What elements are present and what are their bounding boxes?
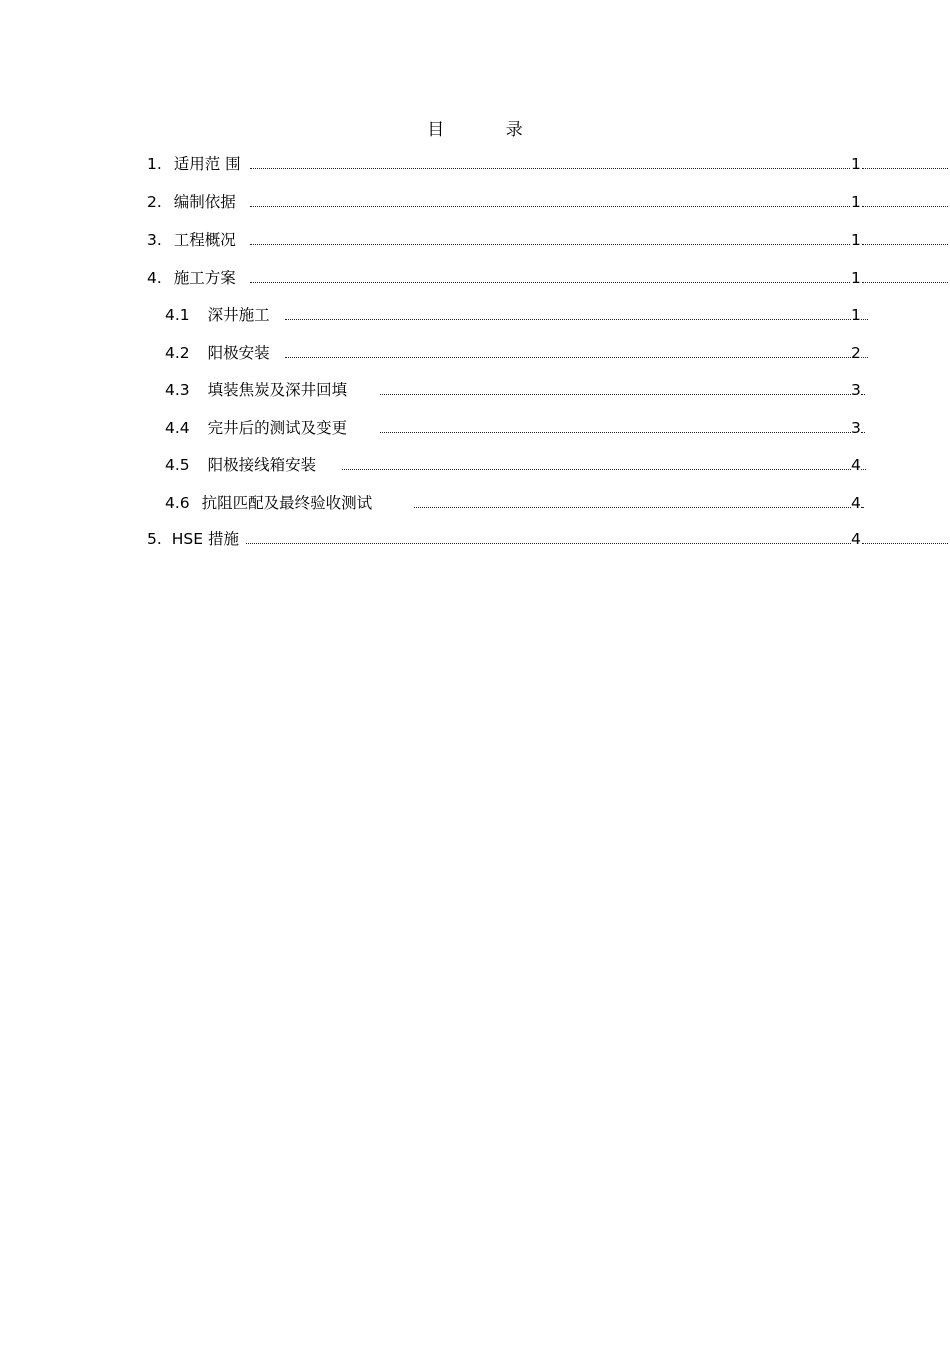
toc-entry[interactable]	[165, 416, 347, 440]
toc-leader-dots	[861, 432, 865, 433]
toc-entry-text: 阳极安装	[207, 344, 270, 362]
toc-leader-dots	[250, 244, 850, 245]
toc-entry[interactable]	[147, 152, 241, 176]
toc-leader-dots	[250, 168, 850, 169]
toc-leader-dots	[285, 319, 851, 320]
toc-entry-page: 1	[851, 155, 861, 173]
toc-entry-number: 4.6	[165, 494, 190, 512]
toc-leader-dots	[861, 469, 866, 470]
toc-entry-number: 4.3	[165, 381, 190, 399]
toc-entry-text: HSE 措施	[171, 530, 239, 548]
toc-entry[interactable]	[165, 453, 316, 477]
toc-leader-dots	[862, 206, 948, 207]
toc-leader-dots	[380, 432, 851, 433]
toc-entry[interactable]	[147, 228, 236, 252]
toc-entry-number: 2.	[147, 193, 162, 211]
toc-entry-page: 1	[851, 193, 861, 211]
toc-leader-dots	[862, 168, 948, 169]
toc-leader-dots	[862, 543, 948, 544]
toc-entry-text: 抗阻匹配及最终验收测试	[201, 494, 373, 512]
toc-leader-dots	[285, 357, 851, 358]
toc-leader-dots	[250, 206, 850, 207]
toc-entry-page: 3	[851, 419, 861, 437]
toc-entry-number: 4.4	[165, 419, 190, 437]
toc-entry-number: 1.	[147, 155, 162, 173]
toc-leader-dots	[250, 282, 850, 283]
toc-entry-text: 完井后的测试及变更	[207, 419, 348, 437]
toc-leader-dots	[414, 507, 851, 508]
toc-entry[interactable]	[147, 266, 236, 290]
toc-entry-page: 3	[851, 381, 861, 399]
toc-leader-dots	[862, 282, 948, 283]
toc-entry-page: 4	[851, 456, 861, 474]
toc-leader-dots	[861, 319, 868, 320]
toc-leader-dots	[342, 469, 851, 470]
toc-entry-text: 阳极接线箱安装	[207, 456, 317, 474]
toc-entry-page: 2	[851, 344, 861, 362]
toc-leader-dots	[861, 394, 865, 395]
toc-entry[interactable]	[165, 303, 270, 327]
toc-entry-text: 填装焦炭及深井回填	[207, 381, 348, 399]
toc-entry-text: 适用范 围	[173, 155, 241, 173]
toc-entry-page: 4	[851, 494, 861, 512]
toc-entry-number: 4.5	[165, 456, 190, 474]
toc-title: 目 录	[427, 120, 551, 140]
toc-entry-number: 3.	[147, 231, 162, 249]
toc-entry-text: 工程概况	[173, 231, 236, 249]
toc-entry-page: 1	[851, 231, 861, 249]
toc-entry-number: 4.2	[165, 344, 190, 362]
toc-entry[interactable]	[165, 491, 372, 515]
toc-entry-page: 1	[851, 306, 861, 324]
toc-leader-dots	[861, 507, 863, 508]
toc-entry[interactable]	[165, 378, 347, 402]
toc-entry-page: 4	[851, 530, 861, 548]
toc-entry-text: 编制依据	[173, 193, 236, 211]
toc-list	[0, 0, 950, 560]
toc-entry[interactable]	[147, 190, 236, 214]
toc-entry-page: 1	[851, 269, 861, 287]
toc-entry-text: 施工方案	[173, 269, 236, 287]
toc-entry[interactable]	[165, 341, 270, 365]
toc-entry[interactable]	[147, 527, 239, 551]
toc-leader-dots	[246, 543, 851, 544]
toc-entry-text: 深井施工	[207, 306, 270, 324]
toc-leader-dots	[380, 394, 851, 395]
toc-leader-dots	[861, 357, 868, 358]
toc-leader-dots	[862, 244, 948, 245]
toc-entry-number: 5.	[147, 530, 162, 548]
toc-entry-number: 4.	[147, 269, 162, 287]
toc-entry-number: 4.1	[165, 306, 190, 324]
